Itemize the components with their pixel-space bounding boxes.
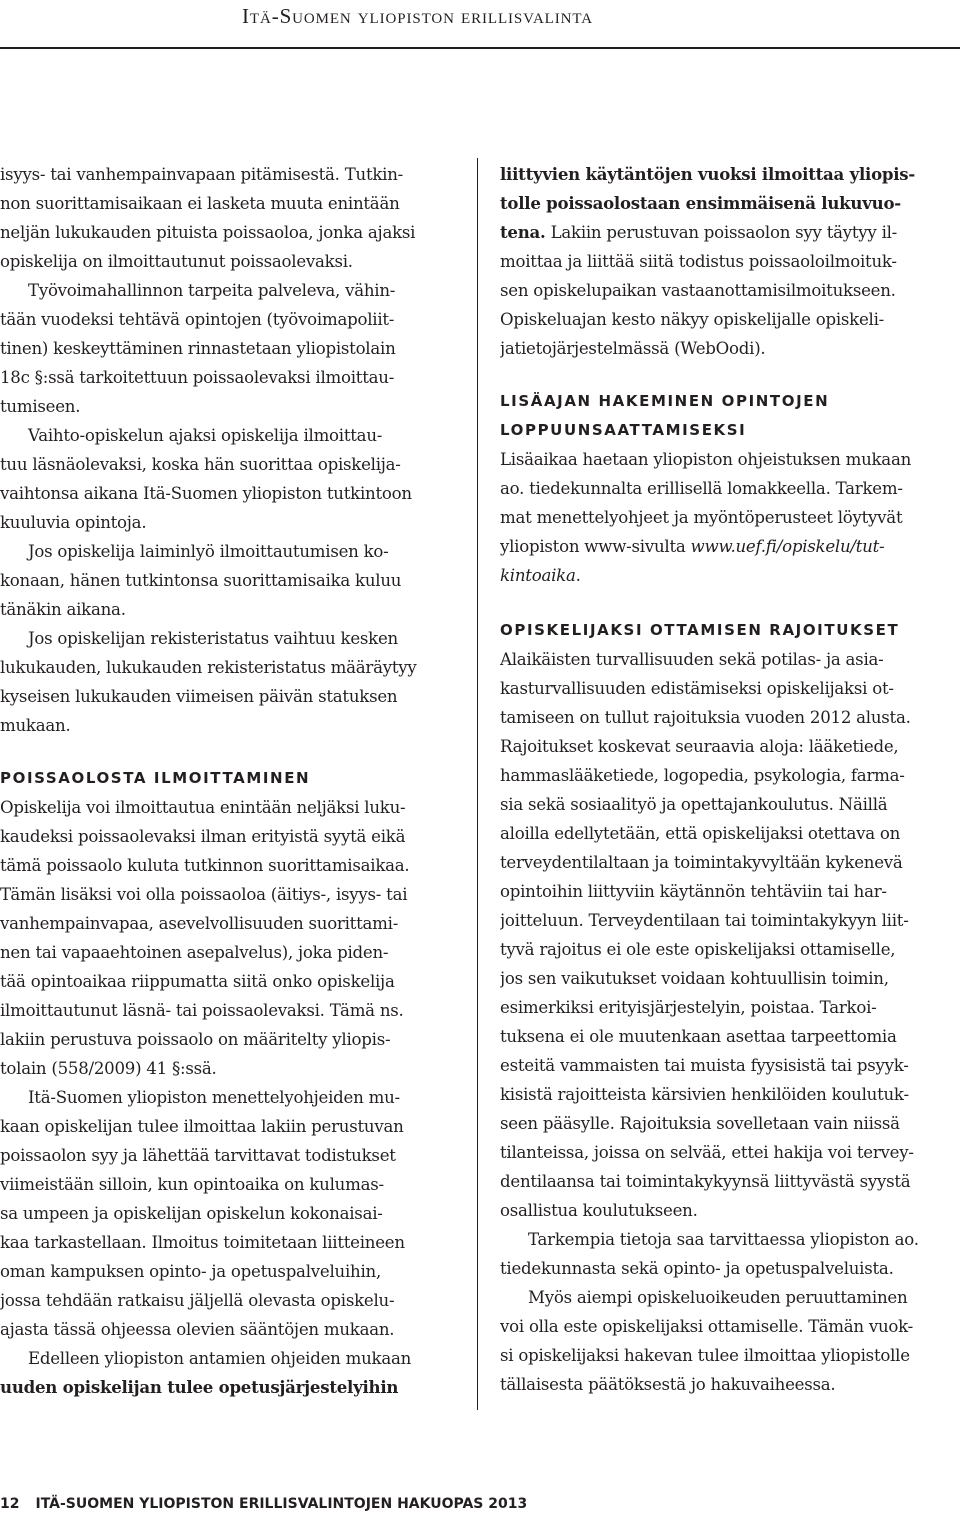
text-line: Tarkempia tietoja saa tarvittaessa yliopiston ao. bbox=[528, 1230, 919, 1249]
text-line: jos sen vaikutukset voidaan kohtuullisin toimin, bbox=[500, 969, 889, 988]
text-line: si opiskelijaksi hakevan tulee ilmoittaa yliopistolle bbox=[500, 1346, 910, 1365]
text-line: Lisäaikaa haetaan yliopiston ohjeistuksen mukaan bbox=[500, 450, 912, 469]
text-line: osallistua koulutukseen. bbox=[500, 1201, 698, 1220]
text-line bbox=[500, 532, 960, 561]
text-line: moittaa ja liittää siitä todistus poissaoloilmoituk- bbox=[500, 252, 897, 271]
text-line: esteitä vammaisten tai muista fyysisistä tai psyyk- bbox=[500, 1056, 909, 1075]
text-line: kyseisen lukukauden viimeisen päivän statuksen bbox=[0, 687, 398, 706]
text-line: lukukauden, lukukauden rekisteristatus määräytyy bbox=[0, 658, 417, 677]
paragraph bbox=[0, 276, 462, 421]
section-heading: POISSAOLOSTA ILMOITTAMINEN bbox=[0, 769, 311, 787]
text-line: konaan, hänen tutkintonsa suorittamisaika kuluu bbox=[0, 571, 402, 590]
text-line: Vaihto-opiskelun ajaksi opiskelija ilmoittau- bbox=[28, 426, 383, 445]
paragraph bbox=[0, 624, 462, 740]
text-line: Opiskeluajan kesto näkyy opiskelijalle opiskeli- bbox=[500, 310, 884, 329]
text-line: kasturvallisuuden edistämiseksi opiskelijaksi ot- bbox=[500, 679, 894, 698]
text-line: liittyvien käytäntöjen vuoksi ilmoittaa yliopis- bbox=[500, 164, 916, 184]
text-line: tolain (558/2009) 41 §:ssä. bbox=[0, 1059, 217, 1078]
text-run: Lakiin perustuvan poissaolon syy täytyy il- bbox=[545, 223, 898, 242]
text-line: jossa tehdään ratkaisu jäljellä olevasta opiskelu- bbox=[0, 1291, 395, 1310]
text-line: vanhempainvapaa, asevelvollisuuden suorittami- bbox=[0, 914, 399, 933]
footer-title: ITÄ-SUOMEN YLIOPISTON ERILLISVALINTOJEN HAKUOPAS 2013 bbox=[35, 1496, 528, 1512]
text-line: sa umpeen ja opiskelijan opiskelun kokonaisai- bbox=[0, 1204, 383, 1223]
text-line: kaan opiskelijan tulee ilmoittaa lakiin perustuvan bbox=[0, 1117, 404, 1136]
text-line bbox=[500, 561, 960, 590]
header-rule bbox=[0, 47, 960, 49]
section-heading bbox=[500, 387, 960, 445]
text-line: tuksena ei ole muutenkaan asettaa tarpeettomia bbox=[500, 1027, 897, 1046]
text-line: aloilla edellytetään, että opiskelijaksi otettava on bbox=[500, 824, 901, 843]
text-line: non suorittamisaikaan ei lasketa muuta enintään bbox=[0, 194, 400, 213]
text-line: viimeistään silloin, kun opintoaika on kulumas- bbox=[0, 1175, 384, 1194]
text-line: Edelleen yliopiston antamien ohjeiden mukaan bbox=[28, 1349, 412, 1368]
text-line: ilmoittautunut läsnä- tai poissaolevaksi. Tämä ns. bbox=[0, 1001, 404, 1020]
text-line: kaa tarkastellaan. Ilmoitus toimitetaan liitteineen bbox=[0, 1233, 405, 1252]
text-line: vaihtonsa aikana Itä-Suomen yliopiston tutkintoon bbox=[0, 484, 412, 503]
text-line: tumiseen. bbox=[0, 397, 81, 416]
running-head-title: Itä-Suomen yliopiston erillisvalinta bbox=[242, 4, 593, 28]
text-line: seen pääsylle. Rajoituksia sovelletaan vain niissä bbox=[500, 1114, 900, 1133]
text-line: tämä poissaolo kuluta tutkinnon suorittamisaikaa. bbox=[0, 856, 410, 875]
text-line: Myös aiempi opiskeluoikeuden peruuttaminen bbox=[528, 1288, 908, 1307]
text-line: tään vuodeksi tehtävä opintojen (työvoimapoliit- bbox=[0, 310, 395, 329]
paragraph bbox=[0, 537, 462, 624]
text-run: . bbox=[575, 566, 581, 585]
text-line: terveydentilaltaan ja toimintakyvyltään kykenevä bbox=[500, 853, 903, 872]
text-line: kisistä rajoitteista kärsivien henkilöiden koulutuk- bbox=[500, 1085, 909, 1104]
bold-run: tena. bbox=[500, 222, 546, 242]
text-line: Itä-Suomen yliopiston menettelyohjeiden mu- bbox=[28, 1088, 400, 1107]
text-line: kuuluvia opintoja. bbox=[0, 513, 147, 532]
text-line: hammaslääketiede, logopedia, psykologia, farma- bbox=[500, 766, 905, 785]
text-line: opiskelija on ilmoittautunut poissaolevaksi. bbox=[0, 252, 353, 271]
url-link[interactable]: www.uef.fi/opiskelu/tut- bbox=[690, 537, 885, 556]
text-line: Opiskelija voi ilmoittautua enintään neljäksi luku- bbox=[0, 798, 406, 817]
text-line: Jos opiskelijan rekisteristatus vaihtuu kesken bbox=[28, 629, 398, 648]
paragraph bbox=[0, 421, 462, 537]
paragraph bbox=[0, 160, 462, 276]
text-line: oman kampuksen opinto- ja opetuspalveluihin, bbox=[0, 1262, 381, 1281]
heading-line: LOPPUUNSAATTAMISEKSI bbox=[500, 421, 747, 439]
text-line: tiedekunnasta sekä opinto- ja opetuspalveluista. bbox=[500, 1259, 894, 1278]
text-line bbox=[500, 218, 960, 247]
left-column bbox=[0, 160, 462, 1402]
text-line: sen opiskelupaikan vastaanottamisilmoitukseen. bbox=[500, 281, 896, 300]
text-line: poissaolon syy ja lähettää tarvittavat todistukset bbox=[0, 1146, 396, 1165]
text-line: nen tai vapaaehtoinen asepalvelus), joka piden- bbox=[0, 943, 389, 962]
text-line: sia sekä sosiaalityö ja opettajankoulutus. Näillä bbox=[500, 795, 888, 814]
paragraph bbox=[0, 793, 462, 1083]
text-line: Jos opiskelija laiminlyö ilmoittautumisen ko- bbox=[28, 542, 389, 561]
text-line: neljän lukukauden pituista poissaoloa, jonka ajaksi bbox=[0, 223, 416, 242]
text-line: voi olla este opiskelijaksi ottamiselle. Tämän vuok- bbox=[500, 1317, 914, 1336]
text-line: joitteluun. Terveydentilaan tai toimintakykyyn liit- bbox=[500, 911, 909, 930]
text-line: jatietojärjestelmässä (WebOodi). bbox=[500, 339, 766, 358]
paragraph bbox=[500, 445, 960, 590]
text-line: tää opintoaikaa riippumatta siitä onko opiskelija bbox=[0, 972, 395, 991]
text-line: esimerkiksi erityisjärjestelyin, poistaa. Tarkoi- bbox=[500, 998, 877, 1017]
paragraph bbox=[500, 645, 960, 1225]
page-footer bbox=[0, 1494, 527, 1514]
text-line: tolle poissaolostaan ensimmäisenä lukuvuo- bbox=[500, 193, 901, 213]
heading-line: LISÄAJAN HAKEMINEN OPINTOJEN bbox=[500, 392, 830, 410]
page-number: 12 bbox=[0, 1496, 20, 1512]
text-line: Työvoimahallinnon tarpeita palveleva, vähin- bbox=[28, 281, 396, 300]
text-line: lakiin perustuva poissaolo on määritelty yliopis- bbox=[0, 1030, 391, 1049]
text-line: mukaan. bbox=[0, 716, 71, 735]
text-line: tilanteissa, joissa on selvää, ettei hakija voi tervey- bbox=[500, 1143, 914, 1162]
text-line: tällaisesta päätöksestä jo hakuvaiheessa. bbox=[500, 1375, 836, 1394]
right-column bbox=[500, 160, 960, 1399]
text-line: ao. tiedekunnalta erillisellä lomakkeella. Tarkem- bbox=[500, 479, 903, 498]
text-run: yliopiston www-sivulta bbox=[500, 537, 691, 556]
text-line: mat menettelyohjeet ja myöntöperusteet löytyvät bbox=[500, 508, 903, 527]
text-line: tamiseen on tullut rajoituksia vuoden 2012 alusta. bbox=[500, 708, 911, 727]
text-line: uuden opiskelijan tulee opetusjärjestelyihin bbox=[0, 1377, 399, 1397]
paragraph bbox=[0, 1344, 462, 1402]
text-line: dentilaansa tai toimintakykyynsä liittyvästä syystä bbox=[500, 1172, 911, 1191]
text-line: 18c §:ssä tarkoitettuun poissaolevaksi ilmoittau- bbox=[0, 368, 395, 387]
text-line: tinen) keskeyttäminen rinnastetaan yliopistolain bbox=[0, 339, 396, 358]
paragraph bbox=[500, 160, 960, 363]
text-line: isyys- tai vanhempainvapaan pitämisestä. Tutkin- bbox=[0, 165, 404, 184]
text-line: tuu läsnäolevaksi, koska hän suorittaa opiskelija- bbox=[0, 455, 401, 474]
column-divider bbox=[477, 158, 478, 1410]
section-heading: OPISKELIJAKSI OTTAMISEN RAJOITUKSET bbox=[500, 621, 900, 639]
paragraph bbox=[500, 1225, 960, 1283]
text-line: Tämän lisäksi voi olla poissaoloa (äitiys-, isyys- tai bbox=[0, 885, 408, 904]
text-line: Alaikäisten turvallisuuden sekä potilas- ja asia- bbox=[500, 650, 884, 669]
text-line: kaudeksi poissaolevaksi ilman erityistä syytä eikä bbox=[0, 827, 406, 846]
text-line: opintoihin liittyviin käytännön tehtäviin tai har- bbox=[500, 882, 887, 901]
paragraph bbox=[0, 1083, 462, 1344]
text-line: ajasta tässä ohjeessa olevien sääntöjen mukaan. bbox=[0, 1320, 395, 1339]
text-line: Rajoitukset koskevat seuraavia aloja: lääketiede, bbox=[500, 737, 899, 756]
text-line: tänäkin aikana. bbox=[0, 600, 126, 619]
paragraph bbox=[500, 1283, 960, 1399]
text-line: tyvä rajoitus ei ole este opiskelijaksi ottamiselle, bbox=[500, 940, 896, 959]
url-link-continued[interactable]: kintoaika bbox=[500, 566, 576, 585]
